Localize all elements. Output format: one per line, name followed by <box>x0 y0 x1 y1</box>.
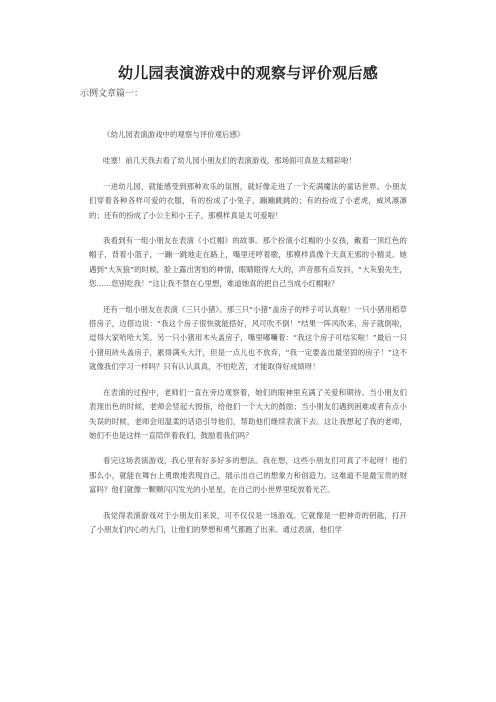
paragraph: 还有一组小朋友在表演《三只小猪》。那三只“小猪”盖房子的样子可认真啦！一只小猪用稻草搭房子，边搭边说：“我这个房子很快就能搭好，风可吹不倒！”结果一阵风吹来，房子就倒啦，逗得大家哈哈大笑。另一只小猪用木头盖房子，嘴里嘟囔着：“我这个房子可结实啦！”最后一只小猪用砖头盖房子，累得满头大汗，但是一点儿也不放弃，“我一定要盖出最坚固的房子！”这不就像我们学习一样吗？只有认认真真，不怕吃苦，才能取得好成绩呀！ <box>89 304 407 372</box>
paragraph: 我觉得表演游戏对于小朋友们来说，可不仅仅是一场游戏。它就像是一把神奇的钥匙，打开了小朋友们内心的大门，让他们的梦想和勇气都跑了出来。通过表演，他们学 <box>89 510 407 534</box>
paragraph: 在表演的过程中，老师们一直在旁边观察着，她们的眼神里充满了关爱和期待。当小朋友们表现出色的时候，老师会竖起大拇指，给他们一个大大的鼓励；当小朋友们遇到困难或者有点小失误的时候，老师会用温柔的话语引导他们，帮助他们继续表演下去。这让我想起了我的老师，她们不也是这样一直陪伴着我们，鼓励着我们吗？ <box>89 387 407 440</box>
paragraph: 看完这场表演游戏，我心里有好多好多的想法。我在想，这些小朋友们可真了不起呀！他们那么小，就能在舞台上勇敢地表现自己，展示出自己的想象力和创造力。这难道不是最宝贵的财富吗？他们就像一颗颗闪闪发光的小星星，在自己的小世界里绽放着光芒。 <box>89 456 407 495</box>
paragraph: 《幼儿园表演游戏中的观察与评价观后感》 <box>103 130 245 139</box>
paragraph: 我看到有一组小朋友在表演《小红帽》的故事。那个扮演小红帽的小女孩，戴着一顶红色的帽子，背着小篮子，一蹦一跳地走在路上，嘴里还哼着歌，那模样真像个天真无邪的小精灵。她遇到“大灰狼”的时候，脸上露出害怕的神情，眼睛瞪得大大的，声音都有点发抖，“大灰狼先生，您……您别吃我！”这让我不禁在心里想，难道她真的把自己当成小红帽啦？ <box>89 236 407 289</box>
document-title: 幼儿园表演游戏中的观察与评价观后感 <box>117 64 379 82</box>
document-body <box>89 128 407 548</box>
paragraph: 哇塞！前几天我去看了幼儿园小朋友们的表演游戏，那场面可真是太精彩啦！ <box>103 156 356 166</box>
document-subtitle: 示例文章篇一： <box>80 89 144 99</box>
paragraph: 一进幼儿园，就能感受到那种欢乐的氛围，就好像走进了一个充满魔法的童话世界。小朋友们穿着各种各样可爱的衣服，有的扮成了小兔子，蹦蹦跳跳的；有的扮成了小老虎，威风凛凛的；还有的扮成了小公主和小王子，那模样真是太可爱啦！ <box>89 181 407 220</box>
